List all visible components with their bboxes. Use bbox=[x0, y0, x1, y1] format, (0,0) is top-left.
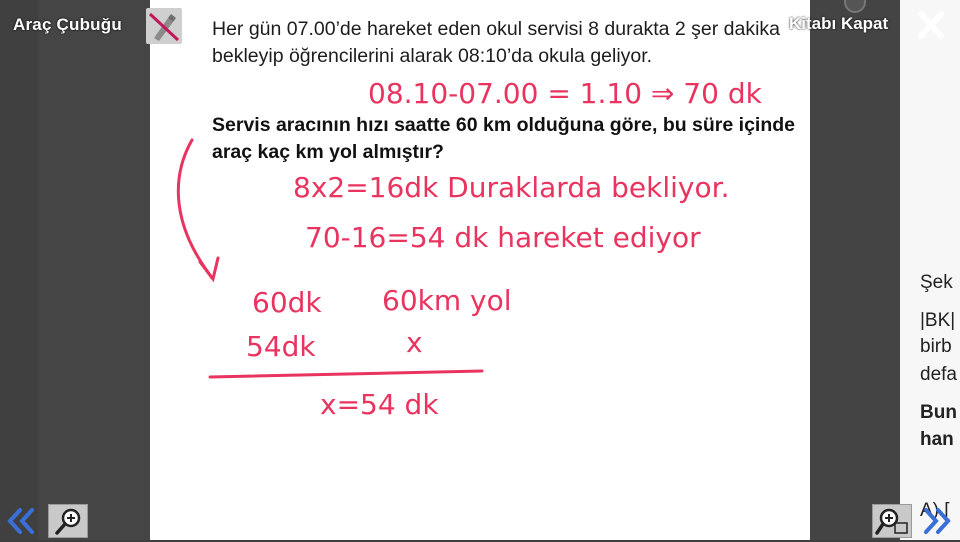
handwriting-line: 08.10-07.00 = 1.10 ⇒ 70 dk bbox=[368, 77, 762, 110]
zoom-in-button[interactable] bbox=[872, 504, 912, 538]
next-page-line: han bbox=[920, 429, 954, 450]
handwriting-line: 8x2=16dk Duraklarda bekliyor. bbox=[293, 171, 730, 204]
handwriting-arrow bbox=[178, 140, 212, 278]
next-page-line: |BK| bbox=[920, 310, 956, 331]
zoom-in-icon bbox=[49, 505, 87, 537]
zoom-in-icon bbox=[873, 505, 911, 537]
handwriting-line: x bbox=[406, 326, 423, 359]
handwriting-divider bbox=[210, 371, 482, 377]
zoom-in-button[interactable] bbox=[48, 504, 88, 538]
book-page bbox=[150, 0, 810, 540]
handwriting-line: 70-16=54 dk hareket ediyor bbox=[305, 221, 701, 254]
double-chevron-left-icon[interactable] bbox=[4, 506, 38, 536]
question-bold-text: Servis aracının hızı saatte 60 km olduğuna göre, bu süre içinde araç kaç km yol almıştır? bbox=[212, 114, 796, 163]
handwriting-line: 60dk bbox=[252, 286, 322, 319]
close-book-label[interactable]: Kitabı Kapat bbox=[789, 14, 889, 33]
next-page-preview bbox=[900, 0, 960, 540]
pen-slash-icon[interactable] bbox=[146, 8, 182, 44]
next-page-line: Şek bbox=[920, 272, 953, 293]
toolbar-label[interactable]: Araç Çubuğu bbox=[13, 15, 122, 34]
next-page-line: Bun bbox=[920, 402, 957, 423]
handwriting-line: 54dk bbox=[246, 330, 316, 363]
handwriting-arrow-head bbox=[200, 258, 218, 279]
left-margin bbox=[0, 0, 150, 540]
double-chevron-right-icon[interactable] bbox=[920, 506, 954, 536]
next-page-line: A) [ bbox=[920, 500, 950, 521]
next-page-line: defa bbox=[920, 364, 957, 385]
handwriting-line: x=54 dk bbox=[320, 388, 439, 421]
handwriting-line: 60km yol bbox=[382, 284, 512, 317]
next-page-line: birb bbox=[920, 336, 952, 357]
question-text: Her gün 07.00’de hareket eden okul servisi 8 durakta 2 şer dakika bekleyip öğrencilerini alarak 08:10’da okula geliyor. bbox=[212, 18, 781, 67]
handwriting-layer bbox=[150, 0, 810, 540]
toolbar-toggle-area[interactable] bbox=[0, 0, 122, 50]
close-icon[interactable] bbox=[912, 8, 950, 44]
